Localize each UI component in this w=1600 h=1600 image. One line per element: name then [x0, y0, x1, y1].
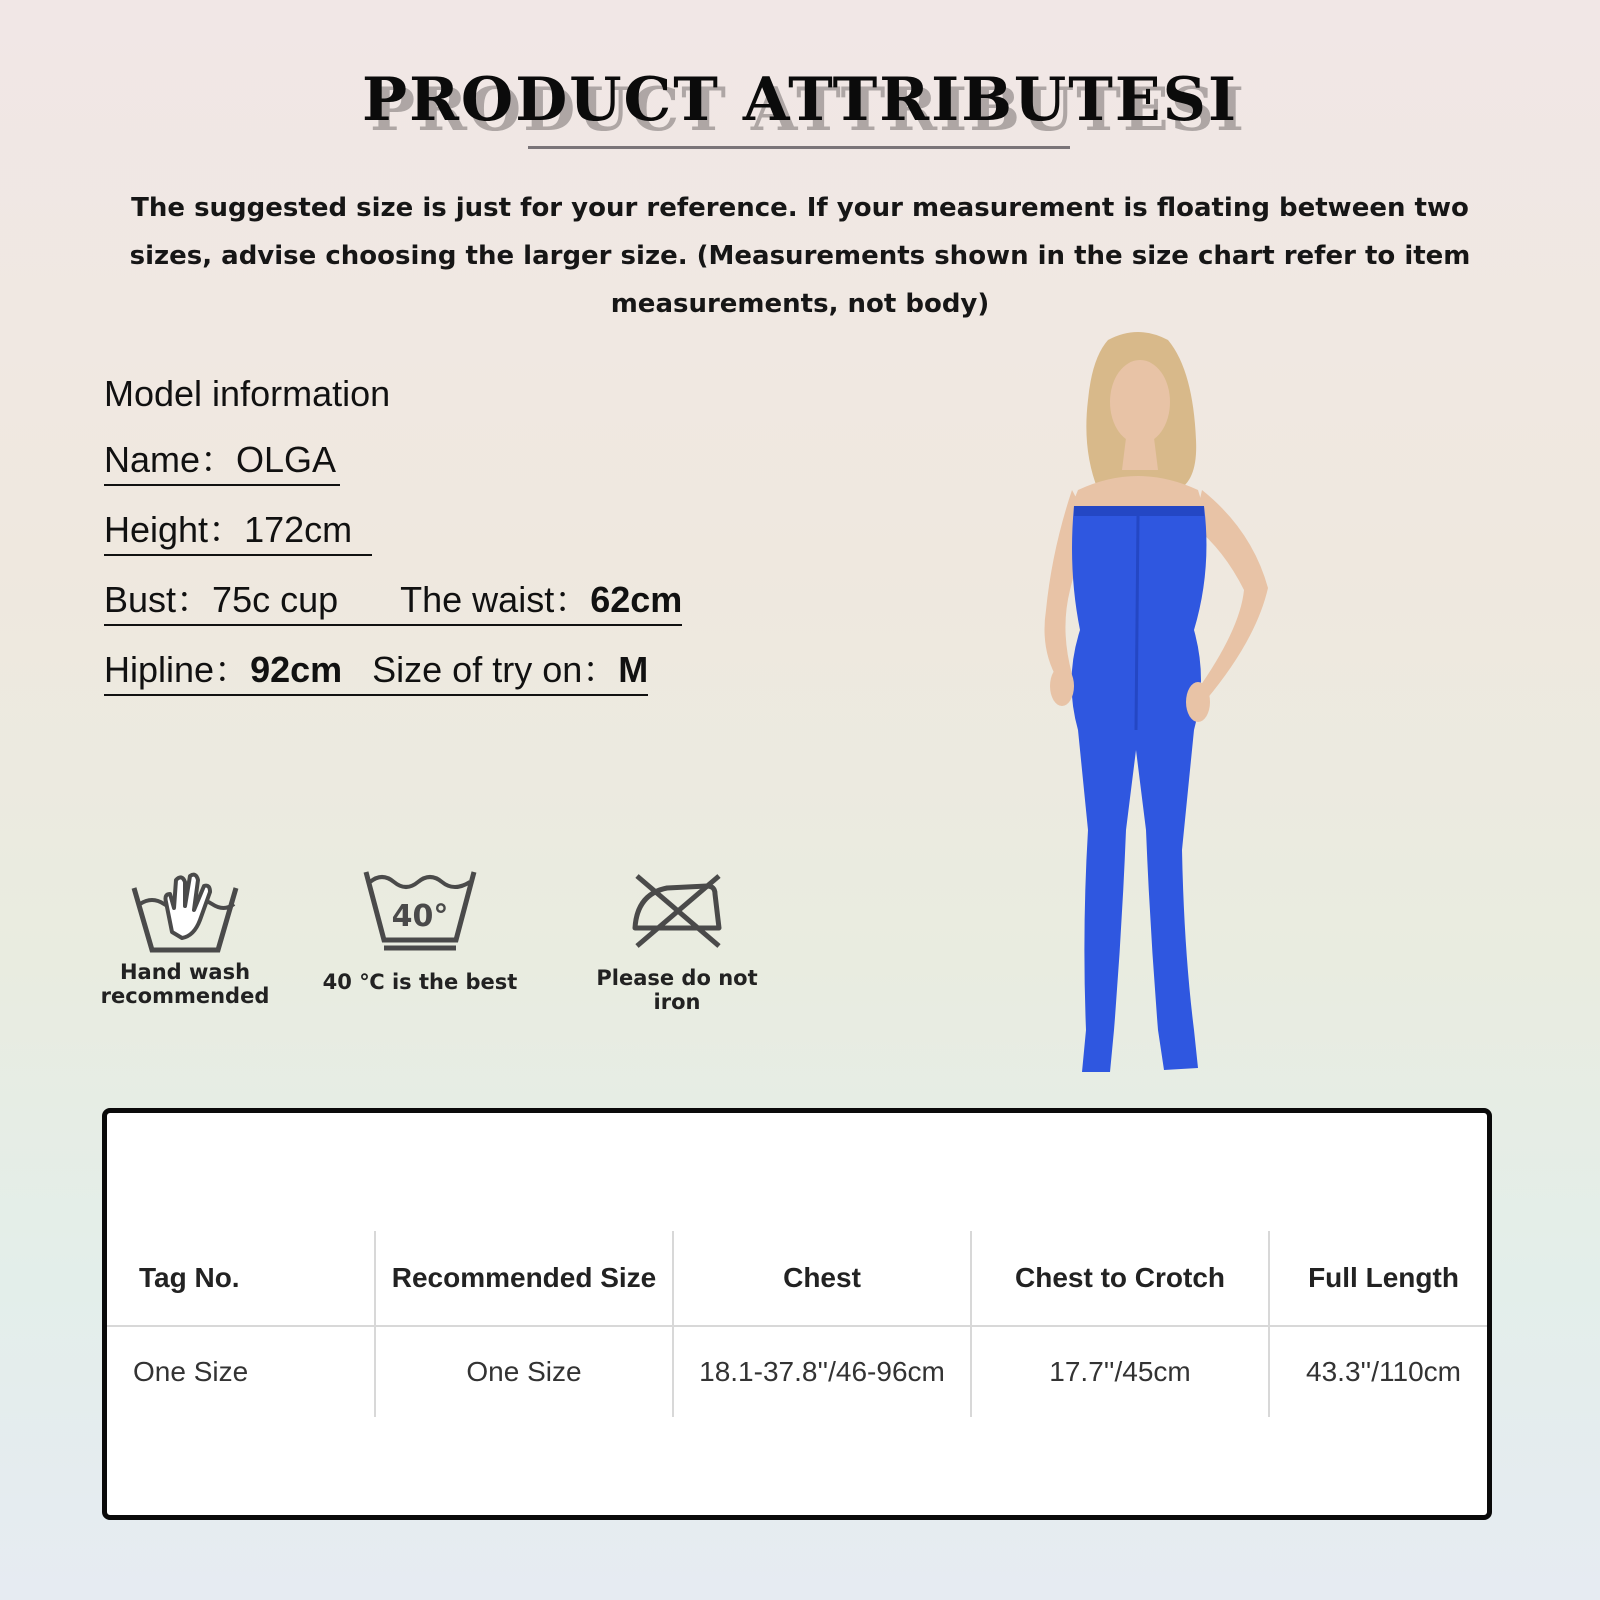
waist-value: 62cm: [590, 579, 683, 620]
header-full-length: Full Length: [1269, 1231, 1492, 1326]
height-value: 172cm: [244, 509, 353, 550]
hip-label: Hipline：: [104, 649, 251, 690]
name-value: OLGA: [236, 439, 337, 480]
model-name-line: [104, 436, 340, 486]
header-tag-no: Tag No.: [107, 1231, 375, 1326]
care-no-iron: [570, 864, 784, 1014]
tryon-label: Size of try on：: [372, 649, 619, 690]
no-iron-label: Please do not iron: [596, 966, 758, 1014]
wash-40-label: 40 ℃ is the best: [322, 970, 518, 994]
height-label: Height：: [104, 509, 245, 550]
tryon-value: M: [618, 649, 649, 690]
page-title: PRODUCT ATTRIBUTESI: [361, 65, 1239, 135]
table-header-row: [107, 1231, 1492, 1326]
cell-tag-no: One Size: [133, 1356, 249, 1387]
hand-wash-icon: [130, 864, 240, 954]
no-iron-icon: [627, 864, 727, 954]
table-row: [107, 1326, 1492, 1417]
model-info-heading: Model information: [104, 373, 391, 414]
title-divider: [528, 146, 1070, 149]
size-table: [107, 1231, 1492, 1417]
model-photo: [1018, 330, 1308, 1095]
cell-recommended-size: One Size: [375, 1326, 673, 1417]
cell-full-length: 43.3''/110cm: [1269, 1326, 1492, 1417]
size-chart: [102, 1108, 1492, 1520]
wash-temp-label: 40°: [391, 899, 449, 934]
waist-label: The waist：: [400, 579, 591, 620]
name-label: Name：: [104, 439, 237, 480]
header-chest-to-crotch: Chest to Crotch: [971, 1231, 1269, 1326]
care-wash-40: [320, 864, 520, 994]
hip-value: 92cm: [250, 649, 343, 690]
bust-label: Bust：: [104, 579, 213, 620]
care-hand-wash: [100, 864, 270, 1008]
bust-value: 75c cup: [212, 579, 339, 620]
model-bust-waist-line: [104, 576, 682, 626]
model-height-line: [104, 506, 372, 556]
model-hip-tryon-line: [104, 646, 648, 696]
header-recommended-size: Recommended Size: [375, 1231, 673, 1326]
hand-wash-label: Hand wash recommended: [100, 960, 270, 1008]
model-information: [104, 370, 844, 716]
wash-40-icon: [360, 864, 480, 954]
cell-chest: 18.1-37.8''/46-96cm: [673, 1326, 971, 1417]
header-chest: Chest: [673, 1231, 971, 1326]
cell-chest-to-crotch: 17.7''/45cm: [971, 1326, 1269, 1417]
size-notice: The suggested size is just for your reference. If your measurement is floating between two sizes, advise choosing the larger size. (Measurements shown in the size chart refer to item measurements, not body): [129, 193, 1471, 319]
